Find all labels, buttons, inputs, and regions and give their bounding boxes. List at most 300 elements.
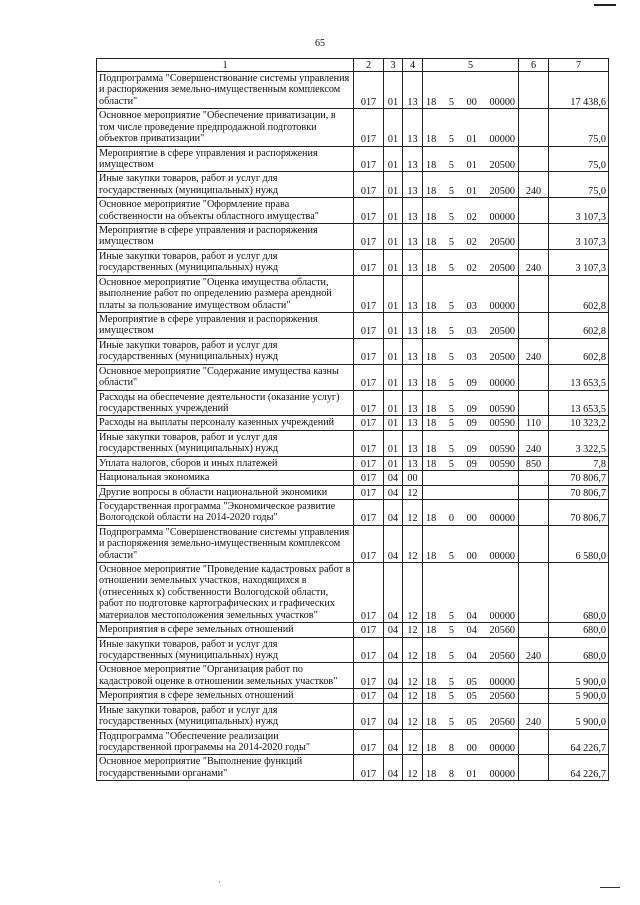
column-header: 2: [354, 59, 384, 72]
ministry-code-cell: 017: [354, 275, 384, 312]
amount-cell: 70 806,7: [549, 471, 609, 485]
target-article-part: 18: [426, 513, 437, 525]
target-article-part: 20500: [489, 185, 515, 197]
target-article-parts: [426, 378, 515, 389]
expense-type-cell: [519, 525, 549, 562]
column-header: 7: [549, 59, 609, 72]
target-article-part: 5: [448, 211, 454, 223]
target-article-part: 05: [466, 691, 477, 703]
target-article-part: 18: [426, 625, 437, 637]
target-article-part: 00000: [489, 610, 515, 622]
target-article-part: 5: [448, 444, 454, 456]
subsection-code-cell: 12: [403, 637, 423, 663]
target-article-part: 18: [426, 458, 437, 470]
target-article-part: 5: [448, 185, 454, 197]
amount-cell: 75,0: [549, 172, 609, 198]
section-code-cell: 04: [384, 471, 403, 485]
target-article-part: 18: [426, 768, 437, 780]
table-row: [97, 416, 609, 430]
target-article-parts: [426, 326, 515, 337]
ministry-code-cell: 017: [354, 416, 384, 430]
target-article-part: 00590: [489, 403, 515, 415]
target-article-parts: [426, 611, 515, 622]
target-article-part: 00000: [489, 550, 515, 562]
target-article-part: 09: [466, 444, 477, 456]
expense-type-cell: [519, 198, 549, 224]
target-article-part: 5: [448, 378, 454, 390]
target-article-part: 18: [426, 742, 437, 754]
subsection-code-cell: 13: [403, 275, 423, 312]
target-article-parts: [426, 459, 515, 470]
table-row: [97, 499, 609, 525]
subsection-code-cell: 12: [403, 525, 423, 562]
target-article-part: 5: [448, 418, 454, 430]
target-article-part: 02: [466, 263, 477, 275]
section-code-cell: 01: [384, 456, 403, 470]
table-row: [97, 703, 609, 729]
subsection-code-cell: 13: [403, 364, 423, 390]
ministry-code-cell: 017: [354, 364, 384, 390]
target-article-parts: [426, 769, 515, 780]
target-article-parts: [426, 418, 515, 429]
section-code-cell: 04: [384, 563, 403, 623]
target-article-part: 09: [466, 418, 477, 430]
ministry-code-cell: 017: [354, 72, 384, 109]
section-code-cell: 04: [384, 663, 403, 689]
expense-type-cell: [519, 275, 549, 312]
target-article-cell: [423, 72, 519, 109]
section-code-cell: 04: [384, 525, 403, 562]
target-article-part: 00000: [489, 96, 515, 108]
target-article-part: 20560: [489, 650, 515, 662]
table-row: [97, 471, 609, 485]
target-article-cell: [423, 471, 519, 485]
expense-type-cell: [519, 755, 549, 781]
target-article-parts: [426, 301, 515, 312]
target-article-part: 5: [448, 691, 454, 703]
table-row: [97, 275, 609, 312]
target-article-part: 09: [466, 403, 477, 415]
target-article-part: 01: [466, 159, 477, 171]
expense-type-cell: [519, 689, 549, 703]
row-name-cell: Иные закупки товаров, работ и услуг для государственных (муниципальных) нужд: [97, 637, 354, 663]
target-article-parts: [426, 677, 515, 688]
ministry-code-cell: 017: [354, 249, 384, 275]
target-article-parts: [426, 212, 515, 223]
target-article-part: 18: [426, 237, 437, 249]
amount-cell: 3 107,3: [549, 224, 609, 250]
target-article-part: 09: [466, 378, 477, 390]
target-article-part: 18: [426, 444, 437, 456]
amount-cell: 6 580,0: [549, 525, 609, 562]
subsection-code-cell: 12: [403, 663, 423, 689]
section-code-cell: 01: [384, 146, 403, 172]
target-article-parts: [426, 404, 515, 415]
target-article-part: 18: [426, 378, 437, 390]
target-article-cell: [423, 313, 519, 339]
target-article-cell: [423, 663, 519, 689]
target-article-cell: [423, 456, 519, 470]
target-article-part: 02: [466, 237, 477, 249]
target-article-part: 18: [426, 352, 437, 364]
amount-cell: 680,0: [549, 563, 609, 623]
table-row: [97, 623, 609, 637]
target-article-part: 20500: [489, 237, 515, 249]
column-header: 3: [384, 59, 403, 72]
ministry-code-cell: 017: [354, 499, 384, 525]
table-row: [97, 313, 609, 339]
column-header: 4: [403, 59, 423, 72]
row-name-cell: Иные закупки товаров, работ и услуг для государственных (муниципальных) нужд: [97, 703, 354, 729]
expense-type-cell: [519, 563, 549, 623]
target-article-parts: [426, 717, 515, 728]
target-article-part: 09: [466, 458, 477, 470]
subsection-code-cell: 12: [403, 689, 423, 703]
row-name-cell: Иные закупки товаров, работ и услуг для государственных (муниципальных) нужд: [97, 249, 354, 275]
expense-type-cell: 240: [519, 172, 549, 198]
target-article-parts: [426, 186, 515, 197]
target-article-part: 18: [426, 676, 437, 688]
table-row: [97, 109, 609, 146]
target-article-part: 01: [466, 185, 477, 197]
row-name-cell: Государственная программа "Экономическое развитие Вологодской области на 2014-2020 годы": [97, 499, 354, 525]
target-article-part: 5: [448, 550, 454, 562]
expense-type-cell: [519, 146, 549, 172]
target-article-part: 0: [448, 513, 454, 525]
subsection-code-cell: 13: [403, 109, 423, 146]
table-row: [97, 224, 609, 250]
row-name-cell: Мероприятие в сфере управления и распоряжения имуществом: [97, 313, 354, 339]
target-article-part: 00: [466, 96, 477, 108]
section-code-cell: 04: [384, 637, 403, 663]
subsection-code-cell: 13: [403, 313, 423, 339]
table-row: [97, 198, 609, 224]
target-article-cell: [423, 485, 519, 499]
target-article-part: 5: [448, 237, 454, 249]
row-name-cell: Подпрограмма "Совершенствование системы управления и распоряжения земельно-имущественным комплексом области": [97, 72, 354, 109]
subsection-code-cell: 12: [403, 623, 423, 637]
amount-cell: 64 226,7: [549, 729, 609, 755]
table-row: [97, 729, 609, 755]
target-article-part: 5: [448, 650, 454, 662]
target-article-part: 00590: [489, 444, 515, 456]
target-article-cell: [423, 703, 519, 729]
target-article-part: 18: [426, 610, 437, 622]
ministry-code-cell: 017: [354, 172, 384, 198]
target-article-cell: [423, 563, 519, 623]
target-article-part: 5: [448, 300, 454, 312]
target-article-part: 5: [448, 717, 454, 729]
ministry-code-cell: 017: [354, 485, 384, 499]
target-article-part: 8: [448, 742, 454, 754]
column-header: 1: [97, 59, 354, 72]
table-row: [97, 663, 609, 689]
ministry-code-cell: 017: [354, 456, 384, 470]
amount-cell: 70 806,7: [549, 499, 609, 525]
expense-type-cell: [519, 109, 549, 146]
scan-mark-top: [594, 4, 616, 6]
column-header: 6: [519, 59, 549, 72]
target-article-part: 5: [448, 96, 454, 108]
target-article-cell: [423, 525, 519, 562]
row-name-cell: Основное мероприятие "Проведение кадастровых работ в отношении земельных участков, находящихся в (отнесенных к) собственности Вологодской области, работ по подготовке картографических и графических материалов местоположения земельных участков": [97, 563, 354, 623]
row-name-cell: Мероприятия в сфере земельных отношений: [97, 623, 354, 637]
row-name-cell: Основное мероприятие "Выполнение функций государственными органами": [97, 755, 354, 781]
row-name-cell: Расходы на обеспечение деятельности (оказание услуг) государственных учреждений: [97, 390, 354, 416]
target-article-part: 5: [448, 403, 454, 415]
page-number: 65: [315, 38, 325, 49]
table-row: [97, 456, 609, 470]
row-name-cell: Иные закупки товаров, работ и услуг для государственных (муниципальных) нужд: [97, 172, 354, 198]
section-code-cell: 04: [384, 729, 403, 755]
ministry-code-cell: 017: [354, 430, 384, 456]
target-article-cell: [423, 755, 519, 781]
target-article-cell: [423, 172, 519, 198]
table-row: [97, 390, 609, 416]
target-article-cell: [423, 430, 519, 456]
target-article-part: 18: [426, 159, 437, 171]
row-name-cell: Иные закупки товаров, работ и услуг для государственных (муниципальных) нужд: [97, 338, 354, 364]
table-row: [97, 637, 609, 663]
subsection-code-cell: 13: [403, 146, 423, 172]
target-article-cell: [423, 198, 519, 224]
target-article-part: 00: [466, 513, 477, 525]
target-article-part: 18: [426, 691, 437, 703]
expense-type-cell: 240: [519, 430, 549, 456]
subsection-code-cell: 13: [403, 390, 423, 416]
target-article-part: 20560: [489, 717, 515, 729]
expense-type-cell: 110: [519, 416, 549, 430]
target-article-parts: [426, 160, 515, 171]
ministry-code-cell: 017: [354, 637, 384, 663]
amount-cell: 13 653,5: [549, 390, 609, 416]
amount-cell: 3 107,3: [549, 249, 609, 275]
target-article-part: 20560: [489, 625, 515, 637]
expense-type-cell: [519, 499, 549, 525]
target-article-part: 00: [466, 742, 477, 754]
target-article-part: 04: [466, 610, 477, 622]
table-row: [97, 364, 609, 390]
subsection-code-cell: 12: [403, 703, 423, 729]
expense-type-cell: [519, 364, 549, 390]
target-article-part: 00000: [489, 134, 515, 146]
amount-cell: 17 438,6: [549, 72, 609, 109]
amount-cell: 75,0: [549, 146, 609, 172]
amount-cell: 64 226,7: [549, 755, 609, 781]
subsection-code-cell: 12: [403, 499, 423, 525]
section-code-cell: 01: [384, 313, 403, 339]
section-code-cell: 01: [384, 338, 403, 364]
amount-cell: 5 900,0: [549, 689, 609, 703]
expense-type-cell: [519, 72, 549, 109]
row-name-cell: Мероприятие в сфере управления и распоряжения имуществом: [97, 224, 354, 250]
target-article-part: 00000: [489, 513, 515, 525]
section-code-cell: 04: [384, 485, 403, 499]
subsection-code-cell: 12: [403, 485, 423, 499]
ministry-code-cell: 017: [354, 146, 384, 172]
target-article-part: 00000: [489, 768, 515, 780]
ministry-code-cell: 017: [354, 755, 384, 781]
target-article-part: 00000: [489, 378, 515, 390]
budget-table: [96, 58, 609, 781]
target-article-part: 18: [426, 717, 437, 729]
subsection-code-cell: 12: [403, 755, 423, 781]
section-code-cell: 01: [384, 72, 403, 109]
target-article-part: 5: [448, 625, 454, 637]
expense-type-cell: 240: [519, 703, 549, 729]
target-article-part: 18: [426, 418, 437, 430]
target-article-part: 18: [426, 650, 437, 662]
section-code-cell: 01: [384, 172, 403, 198]
subsection-code-cell: 00: [403, 471, 423, 485]
target-article-cell: [423, 224, 519, 250]
target-article-part: 5: [448, 352, 454, 364]
row-name-cell: Другие вопросы в области национальной экономики: [97, 485, 354, 499]
subsection-code-cell: 13: [403, 224, 423, 250]
target-article-part: 20500: [489, 352, 515, 364]
section-code-cell: 01: [384, 198, 403, 224]
section-code-cell: 01: [384, 430, 403, 456]
section-code-cell: 01: [384, 390, 403, 416]
row-name-cell: Основное мероприятие "Оценка имущества области, выполнение работ по определению размера арендной платы за пользование имуществом области": [97, 275, 354, 312]
ministry-code-cell: 017: [354, 390, 384, 416]
target-article-part: 01: [466, 768, 477, 780]
amount-cell: 7,8: [549, 456, 609, 470]
subsection-code-cell: 13: [403, 456, 423, 470]
row-name-cell: Основное мероприятие "Содержание имущества казны области": [97, 364, 354, 390]
expense-type-cell: [519, 729, 549, 755]
expense-type-cell: 240: [519, 637, 549, 663]
expense-type-cell: 850: [519, 456, 549, 470]
target-article-part: 05: [466, 717, 477, 729]
expense-type-cell: 240: [519, 338, 549, 364]
target-article-part: 18: [426, 550, 437, 562]
target-article-part: 5: [448, 159, 454, 171]
row-name-cell: Уплата налогов, сборов и иных платежей: [97, 456, 354, 470]
table-row: [97, 146, 609, 172]
target-article-part: 18: [426, 403, 437, 415]
table-header-row: [97, 59, 609, 72]
target-article-part: 02: [466, 211, 477, 223]
expense-type-cell: [519, 663, 549, 689]
section-code-cell: 01: [384, 416, 403, 430]
target-article-part: 00000: [489, 211, 515, 223]
target-article-part: 8: [448, 768, 454, 780]
amount-cell: 3 107,3: [549, 198, 609, 224]
ministry-code-cell: 017: [354, 471, 384, 485]
subsection-code-cell: 12: [403, 563, 423, 623]
row-name-cell: Мероприятия в сфере земельных отношений: [97, 689, 354, 703]
row-name-cell: Мероприятие в сфере управления и распоряжения имуществом: [97, 146, 354, 172]
table-row: [97, 755, 609, 781]
target-article-cell: [423, 390, 519, 416]
subsection-code-cell: 13: [403, 172, 423, 198]
subsection-code-cell: 13: [403, 249, 423, 275]
target-article-cell: [423, 499, 519, 525]
section-code-cell: 04: [384, 623, 403, 637]
table-row: [97, 72, 609, 109]
target-article-parts: [426, 134, 515, 145]
target-article-part: 00000: [489, 300, 515, 312]
target-article-parts: [426, 263, 515, 274]
table-row: [97, 172, 609, 198]
ministry-code-cell: 017: [354, 703, 384, 729]
ministry-code-cell: 017: [354, 224, 384, 250]
row-name-cell: Подпрограмма "Совершенствование системы управления и распоряжения земельно-имущественным комплексом области": [97, 525, 354, 562]
target-article-part: 18: [426, 300, 437, 312]
target-article-parts: [426, 97, 515, 108]
target-article-part: 00590: [489, 458, 515, 470]
section-code-cell: 01: [384, 249, 403, 275]
scan-dot: ·: [218, 878, 221, 887]
target-article-cell: [423, 729, 519, 755]
section-code-cell: 04: [384, 755, 403, 781]
amount-cell: 5 900,0: [549, 703, 609, 729]
target-article-part: 03: [466, 300, 477, 312]
target-article-parts: [426, 352, 515, 363]
target-article-cell: [423, 109, 519, 146]
target-article-part: 20500: [489, 326, 515, 338]
expense-type-cell: [519, 485, 549, 499]
target-article-part: 18: [426, 263, 437, 275]
amount-cell: 75,0: [549, 109, 609, 146]
row-name-cell: Иные закупки товаров, работ и услуг для государственных (муниципальных) нужд: [97, 430, 354, 456]
target-article-part: 5: [448, 134, 454, 146]
target-article-part: 5: [448, 326, 454, 338]
expense-type-cell: [519, 313, 549, 339]
scan-mark-bottom: [600, 887, 620, 888]
target-article-part: 05: [466, 676, 477, 688]
ministry-code-cell: 017: [354, 563, 384, 623]
section-code-cell: 01: [384, 275, 403, 312]
target-article-cell: [423, 249, 519, 275]
section-code-cell: 04: [384, 703, 403, 729]
target-article-parts: [426, 444, 515, 455]
row-name-cell: Основное мероприятие "Обеспечение приватизации, в том числе проведение предпродажной подготовки объектов приватизации": [97, 109, 354, 146]
row-name-cell: Основное мероприятие "Организация работ по кадастровой оценке в отношении земельных участков": [97, 663, 354, 689]
table-row: [97, 485, 609, 499]
ministry-code-cell: 017: [354, 525, 384, 562]
target-article-part: 5: [448, 458, 454, 470]
table-row: [97, 430, 609, 456]
target-article-parts: [426, 551, 515, 562]
ministry-code-cell: 017: [354, 623, 384, 637]
row-name-cell: Основное мероприятие "Оформление права собственности на объекты областного имущества": [97, 198, 354, 224]
ministry-code-cell: 017: [354, 689, 384, 703]
target-article-part: 18: [426, 96, 437, 108]
table-row: [97, 249, 609, 275]
column-header: 5: [423, 59, 519, 72]
table-row: [97, 338, 609, 364]
ministry-code-cell: 017: [354, 198, 384, 224]
target-article-part: 01: [466, 134, 477, 146]
target-article-cell: [423, 623, 519, 637]
target-article-cell: [423, 416, 519, 430]
target-article-cell: [423, 364, 519, 390]
subsection-code-cell: 13: [403, 430, 423, 456]
target-article-parts: [426, 691, 515, 702]
target-article-part: 18: [426, 211, 437, 223]
amount-cell: 602,8: [549, 338, 609, 364]
subsection-code-cell: 13: [403, 198, 423, 224]
amount-cell: 602,8: [549, 275, 609, 312]
ministry-code-cell: 017: [354, 109, 384, 146]
section-code-cell: 01: [384, 224, 403, 250]
target-article-cell: [423, 338, 519, 364]
subsection-code-cell: 13: [403, 72, 423, 109]
target-article-part: 03: [466, 326, 477, 338]
table-row: [97, 525, 609, 562]
